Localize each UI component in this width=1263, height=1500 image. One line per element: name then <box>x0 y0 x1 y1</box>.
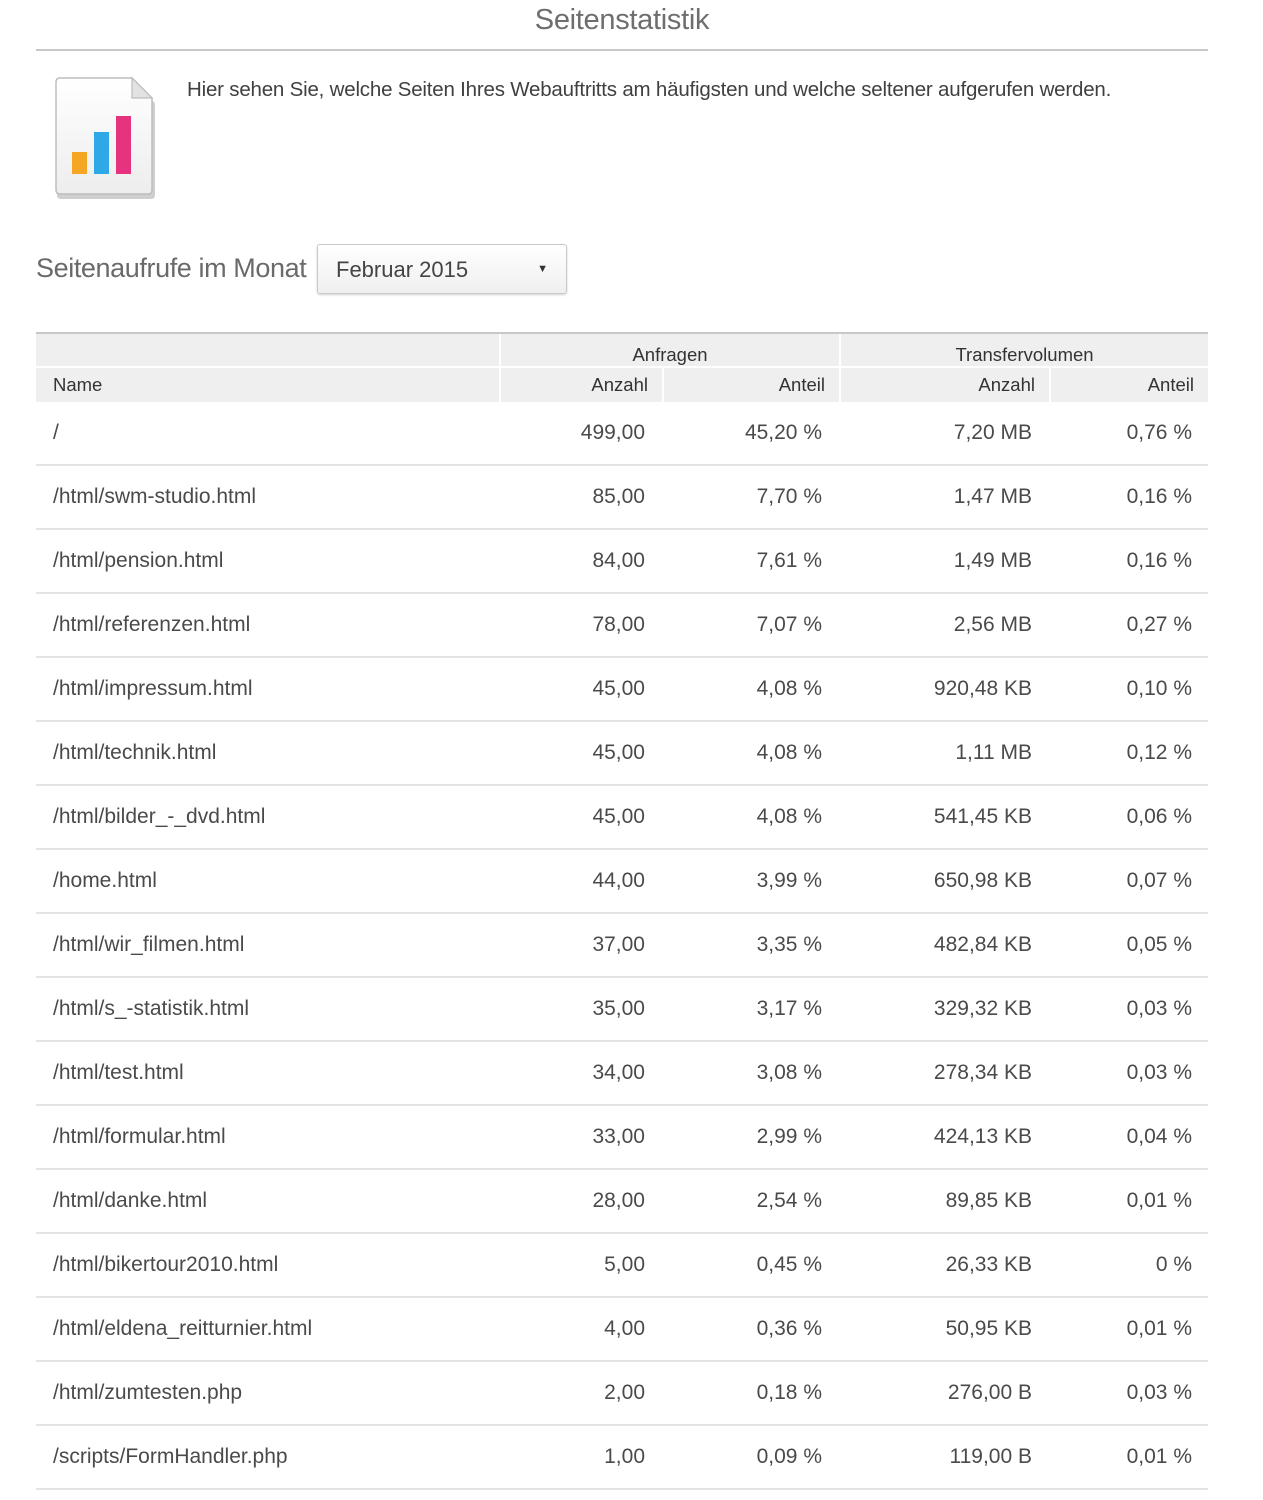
cell-requests-count: 1,00 <box>500 1425 663 1489</box>
cell-transfer-amount: 89,85 KB <box>840 1169 1050 1233</box>
table-row <box>36 849 1208 913</box>
title-divider <box>36 49 1208 51</box>
cell-requests-count: 34,00 <box>500 1041 663 1105</box>
cell-name: /html/bikertour2010.html <box>36 1233 500 1297</box>
cell-requests-share: 2,99 % <box>663 1105 840 1169</box>
cell-transfer-share: 0,07 % <box>1050 849 1208 913</box>
month-select-value: Februar 2015 <box>336 257 469 282</box>
table-row <box>36 721 1208 785</box>
cell-name: / <box>36 402 500 465</box>
cell-transfer-amount: 276,00 B <box>840 1361 1050 1425</box>
cell-name: /html/bilder_-_dvd.html <box>36 785 500 849</box>
cell-transfer-amount: 1,11 MB <box>840 721 1050 785</box>
table-row <box>36 1041 1208 1105</box>
cell-requests-share: 2,54 % <box>663 1169 840 1233</box>
month-filter-label: Seitenaufrufe im Monat <box>36 253 307 283</box>
cell-name: /html/s_-statistik.html <box>36 977 500 1041</box>
cell-requests-count: 78,00 <box>500 593 663 657</box>
column-header-requests-share: Anteil <box>663 367 840 402</box>
cell-requests-share: 0,18 % <box>663 1361 840 1425</box>
cell-requests-count: 45,00 <box>500 721 663 785</box>
cell-requests-share: 4,08 % <box>663 721 840 785</box>
month-select[interactable] <box>317 244 567 294</box>
cell-name: /html/swm-studio.html <box>36 465 500 529</box>
cell-requests-share: 0,45 % <box>663 1233 840 1297</box>
cell-requests-count: 85,00 <box>500 465 663 529</box>
cell-requests-count: 45,00 <box>500 785 663 849</box>
table-row <box>36 785 1208 849</box>
cell-transfer-share: 0,01 % <box>1050 1169 1208 1233</box>
cell-transfer-share: 0,16 % <box>1050 529 1208 593</box>
cell-transfer-share: 0,27 % <box>1050 593 1208 657</box>
cell-transfer-amount: 26,33 KB <box>840 1233 1050 1297</box>
bar-orange <box>72 152 87 174</box>
cell-transfer-share: 0,04 % <box>1050 1105 1208 1169</box>
cell-requests-share: 3,35 % <box>663 913 840 977</box>
cell-name: /html/wir_filmen.html <box>36 913 500 977</box>
bar-blue <box>94 132 109 174</box>
cell-requests-count: 28,00 <box>500 1169 663 1233</box>
cell-name: /html/eldena_reitturnier.html <box>36 1297 500 1361</box>
cell-transfer-share: 0,01 % <box>1050 1425 1208 1489</box>
cell-requests-count: 37,00 <box>500 913 663 977</box>
table-row <box>36 1297 1208 1361</box>
column-header-name: Name <box>36 367 500 402</box>
table-group-header-row <box>36 333 1208 367</box>
cell-transfer-amount: 119,00 B <box>840 1425 1050 1489</box>
table-row <box>36 402 1208 465</box>
cell-name: /home.html <box>36 849 500 913</box>
cell-transfer-share: 0,01 % <box>1050 1297 1208 1361</box>
cell-name: /html/pension.html <box>36 529 500 593</box>
cell-transfer-amount: 541,45 KB <box>840 785 1050 849</box>
cell-transfer-amount: 2,56 MB <box>840 593 1050 657</box>
cell-requests-count: 45,00 <box>500 657 663 721</box>
cell-requests-count: 5,00 <box>500 1233 663 1297</box>
cell-requests-share: 4,08 % <box>663 657 840 721</box>
cell-transfer-amount: 1,47 MB <box>840 465 1050 529</box>
bar-pink <box>116 116 131 174</box>
cell-requests-count: 2,00 <box>500 1361 663 1425</box>
group-header-requests: Anfragen <box>500 333 840 367</box>
table-row <box>36 1233 1208 1297</box>
cell-name: /html/formular.html <box>36 1105 500 1169</box>
page-stats-table <box>36 332 1208 1490</box>
cell-transfer-share: 0 % <box>1050 1233 1208 1297</box>
group-header-empty <box>36 333 500 367</box>
cell-requests-share: 7,70 % <box>663 465 840 529</box>
cell-transfer-share: 0,16 % <box>1050 465 1208 529</box>
cell-requests-share: 7,07 % <box>663 593 840 657</box>
cell-transfer-amount: 482,84 KB <box>840 913 1050 977</box>
intro-text: Hier sehen Sie, welche Seiten Ihres Webauftritts am häufigsten und welche seltener aufgerufen werden. <box>187 78 1112 101</box>
cell-requests-count: 33,00 <box>500 1105 663 1169</box>
group-header-transfer: Transfervolumen <box>840 333 1208 367</box>
table-body <box>36 402 1208 1489</box>
table-row <box>36 465 1208 529</box>
cell-requests-share: 0,36 % <box>663 1297 840 1361</box>
cell-transfer-share: 0,03 % <box>1050 1041 1208 1105</box>
cell-name: /html/danke.html <box>36 1169 500 1233</box>
cell-transfer-amount: 50,95 KB <box>840 1297 1050 1361</box>
table-row <box>36 593 1208 657</box>
cell-transfer-share: 0,05 % <box>1050 913 1208 977</box>
table-row <box>36 529 1208 593</box>
cell-name: /html/zumtesten.php <box>36 1361 500 1425</box>
cell-requests-count: 84,00 <box>500 529 663 593</box>
cell-transfer-share: 0,76 % <box>1050 402 1208 465</box>
page-title: Seitenstatistik <box>534 4 710 36</box>
cell-transfer-amount: 1,49 MB <box>840 529 1050 593</box>
cell-transfer-share: 0,03 % <box>1050 977 1208 1041</box>
table-row <box>36 1425 1208 1489</box>
cell-requests-share: 3,17 % <box>663 977 840 1041</box>
table-row <box>36 977 1208 1041</box>
cell-transfer-share: 0,12 % <box>1050 721 1208 785</box>
table-column-header-row <box>36 367 1208 402</box>
cell-transfer-amount: 920,48 KB <box>840 657 1050 721</box>
cell-requests-count: 35,00 <box>500 977 663 1041</box>
column-header-transfer-share: Anteil <box>1050 367 1208 402</box>
cell-requests-share: 45,20 % <box>663 402 840 465</box>
cell-requests-share: 7,61 % <box>663 529 840 593</box>
table-row <box>36 657 1208 721</box>
dropdown-arrow-icon: ▼ <box>537 263 548 275</box>
cell-name: /html/referenzen.html <box>36 593 500 657</box>
table-row <box>36 913 1208 977</box>
cell-transfer-share: 0,03 % <box>1050 1361 1208 1425</box>
cell-transfer-share: 0,10 % <box>1050 657 1208 721</box>
cell-name: /html/impressum.html <box>36 657 500 721</box>
cell-requests-count: 44,00 <box>500 849 663 913</box>
cell-name: /html/technik.html <box>36 721 500 785</box>
table-row <box>36 1169 1208 1233</box>
column-header-requests-count: Anzahl <box>500 367 663 402</box>
cell-requests-count: 499,00 <box>500 402 663 465</box>
cell-requests-count: 4,00 <box>500 1297 663 1361</box>
cell-transfer-amount: 278,34 KB <box>840 1041 1050 1105</box>
table-row <box>36 1361 1208 1425</box>
cell-requests-share: 0,09 % <box>663 1425 840 1489</box>
cell-requests-share: 4,08 % <box>663 785 840 849</box>
cell-name: /scripts/FormHandler.php <box>36 1425 500 1489</box>
bar-chart-document-icon <box>50 74 158 200</box>
cell-transfer-amount: 329,32 KB <box>840 977 1050 1041</box>
cell-transfer-amount: 650,98 KB <box>840 849 1050 913</box>
cell-name: /html/test.html <box>36 1041 500 1105</box>
cell-transfer-amount: 424,13 KB <box>840 1105 1050 1169</box>
column-header-transfer-amount: Anzahl <box>840 367 1050 402</box>
cell-transfer-share: 0,06 % <box>1050 785 1208 849</box>
cell-requests-share: 3,99 % <box>663 849 840 913</box>
cell-requests-share: 3,08 % <box>663 1041 840 1105</box>
table-row <box>36 1105 1208 1169</box>
cell-transfer-amount: 7,20 MB <box>840 402 1050 465</box>
